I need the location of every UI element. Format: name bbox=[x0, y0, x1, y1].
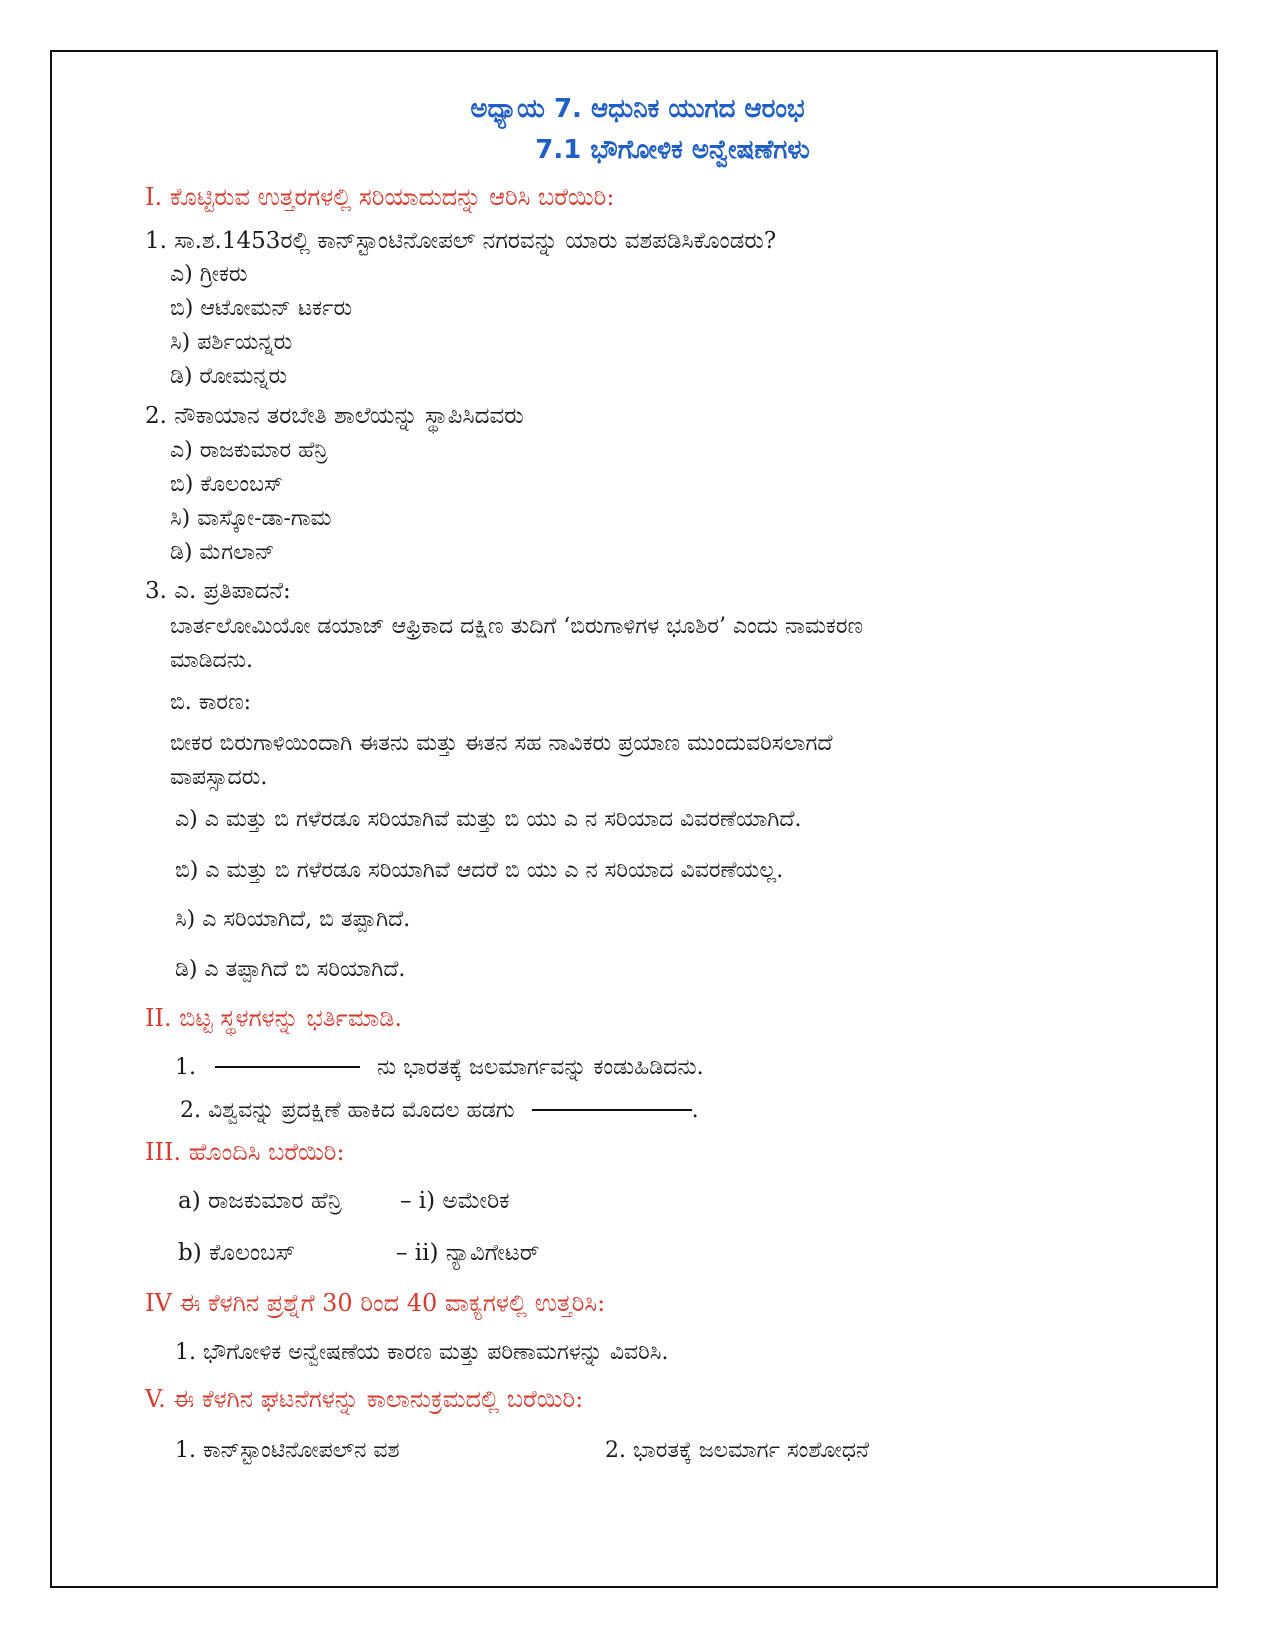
match-left-b: b) ಕೊಲಂಬಸ್ bbox=[178, 1240, 296, 1266]
section-title: 7.1 ಭೌಗೋಳಿಕ ಅನ್ವೇಷಣೆಗಳು bbox=[535, 135, 810, 165]
chronology-item-1: 1. ಕಾನ್‌ಸ್ಟಾಂಟಿನೋಪಲ್‌ನ ವಶ bbox=[175, 1438, 400, 1463]
chapter-title: ಅಧ್ಯಾಯ 7. ಆಧುನಿಕ ಯುಗದ ಆರಂಭ bbox=[470, 94, 805, 124]
q3-assertion-line-2: ಮಾಡಿದನು. bbox=[170, 648, 253, 673]
question-1: 1. ಸಾ.ಶ.1453ರಲ್ಲಿ ಕಾನ್‌ಸ್ಟಾಂಟಿನೋಪಲ್ ನಗರವನ್ನು ಯಾರು ವಶಪಡಿಸಿಕೊಂಡರು? bbox=[145, 228, 777, 254]
question-2: 2. ನೌಕಾಯಾನ ತರಬೇತಿ ಶಾಲೆಯನ್ನು ಸ್ಥಾಪಿಸಿದವರು bbox=[145, 403, 524, 429]
q2-option-d: ಡಿ) ಮೆಗಲಾನ್ bbox=[170, 540, 275, 565]
q2-option-a: ಎ) ರಾಜಕುಮಾರ ಹೆನ್ರಿ bbox=[170, 438, 328, 463]
q2-option-b: ಬಿ) ಕೊಲಂಬಸ್ bbox=[170, 472, 283, 497]
blank-line bbox=[532, 1109, 692, 1111]
fill-blank-1-number: 1. bbox=[175, 1055, 196, 1080]
q3-option-b: ಬಿ) ಎ ಮತ್ತು ಬಿ ಗಳೆರಡೂ ಸರಿಯಾಗಿವೆ ಆದರೆ ಬಿ ಯು ಎ ನ ಸರಿಯಾದ ವಿವರಣೆಯಲ್ಲ. bbox=[175, 858, 784, 883]
fill-blank-1-text: ನು ಭಾರತಕ್ಕೆ ಜಲಮಾರ್ಗವನ್ನು ಕಂಡುಹಿಡಿದನು. bbox=[377, 1055, 704, 1080]
section-3-heading: III. ಹೊಂದಿಸಿ ಬರೆಯಿರಿ: bbox=[145, 1138, 345, 1166]
q2-option-c: ಸಿ) ವಾಸ್ಕೋ-ಡಾ-ಗಾಮ bbox=[170, 506, 332, 531]
q1-option-d: ಡಿ) ರೋಮನ್ನರು bbox=[170, 364, 288, 389]
fill-blank-1 bbox=[175, 1053, 704, 1083]
fill-blank-2-end: . bbox=[691, 1098, 699, 1123]
essay-question: 1. ಭೌಗೋಳಿಕ ಅನ್ವೇಷಣೆಯ ಕಾರಣ ಮತ್ತು ಪರಿಣಾಮಗಳನ್ನು ವಿವರಿಸಿ. bbox=[175, 1340, 669, 1365]
question-3: 3. ಎ. ಪ್ರತಿಪಾದನೆ: bbox=[145, 578, 291, 604]
match-right-i: – i) ಅಮೇರಿಕ bbox=[400, 1188, 510, 1214]
section-2-heading: II. ಬಿಟ್ಟ ಸ್ಥಳಗಳನ್ನು ಭರ್ತಿಮಾಡಿ. bbox=[145, 1004, 403, 1032]
q1-option-c: ಸಿ) ಪರ್ಶಿಯನ್ನರು bbox=[170, 330, 293, 355]
q3-option-d: ಡಿ) ಎ ತಪ್ಪಾಗಿದೆ ಬಿ ಸರಿಯಾಗಿದೆ. bbox=[175, 957, 406, 982]
match-right-ii: – ii) ನ್ಯಾವಿಗೇಟರ್ bbox=[396, 1240, 540, 1266]
section-1-heading: I. ಕೊಟ್ಟಿರುವ ಉತ್ತರಗಳಲ್ಲಿ ಸರಿಯಾದುದನ್ನು ಆರಿಸಿ ಬರೆಯಿರಿ: bbox=[145, 183, 615, 211]
fill-blank-2-text: 2. ವಿಶ್ವವನ್ನು ಪ್ರದಕ್ಷಿಣೆ ಹಾಕಿದ ಮೊದಲ ಹಡಗು bbox=[180, 1098, 515, 1123]
q3-reason-line-2: ವಾಪಸ್ಸಾದರು. bbox=[170, 765, 268, 790]
section-4-heading: IV ಈ ಕೆಳಗಿನ ಪ್ರಶ್ನೆಗೆ 30 ರಿಂದ 40 ವಾಕ್ಯಗಳಲ್ಲಿ ಉತ್ತರಿಸಿ: bbox=[145, 1289, 606, 1317]
q3-option-c: ಸಿ) ಎ ಸರಿಯಾಗಿದೆ, ಬಿ ತಪ್ಪಾಗಿದೆ. bbox=[175, 907, 411, 932]
q1-option-b: ಬಿ) ಆಟೋಮನ್ ಟರ್ಕರು bbox=[170, 296, 353, 321]
q3-option-a: ಎ) ಎ ಮತ್ತು ಬಿ ಗಳೆರಡೂ ಸರಿಯಾಗಿವೆ ಮತ್ತು ಬಿ ಯು ಎ ನ ಸರಿಯಾದ ವಿವರಣೆಯಾಗಿದೆ. bbox=[175, 807, 802, 832]
q1-option-a: ಎ) ಗ್ರೀಕರು bbox=[170, 262, 248, 287]
chronology-item-2: 2. ಭಾರತಕ್ಕೆ ಜಲಮಾರ್ಗ ಸಂಶೋಧನೆ bbox=[605, 1438, 870, 1463]
fill-blank-2 bbox=[180, 1096, 699, 1126]
match-left-a: a) ರಾಜಕುಮಾರ ಹೆನ್ರಿ bbox=[178, 1188, 342, 1214]
section-5-heading: V. ಈ ಕೆಳಗಿನ ಘಟನೆಗಳನ್ನು ಕಾಲಾನುಕ್ರಮದಲ್ಲಿ ಬರೆಯಿರಿ: bbox=[145, 1385, 584, 1413]
q3-assertion-line-1: ಬಾರ್ತಲೋಮಿಯೋ ಡಯಾಜ್ ಆಫ್ರಿಕಾದ ದಕ್ಷಿಣ ತುದಿಗೆ ‘ಬಿರುಗಾಳಿಗಳ ಭೂಶಿರ’ ಎಂದು ನಾಮಕರಣ bbox=[170, 614, 864, 639]
q3-reason-line-1: ಬೀಕರ ಬಿರುಗಾಳಿಯಿಂದಾಗಿ ಈತನು ಮತ್ತು ಈತನ ಸಹ ನಾವಿಕರು ಪ್ರಯಾಣ ಮುಂದುವರಿಸಲಾಗದೆ bbox=[170, 731, 833, 756]
q3-reason-label: ಬಿ. ಕಾರಣ: bbox=[170, 690, 252, 715]
blank-line bbox=[215, 1066, 360, 1068]
